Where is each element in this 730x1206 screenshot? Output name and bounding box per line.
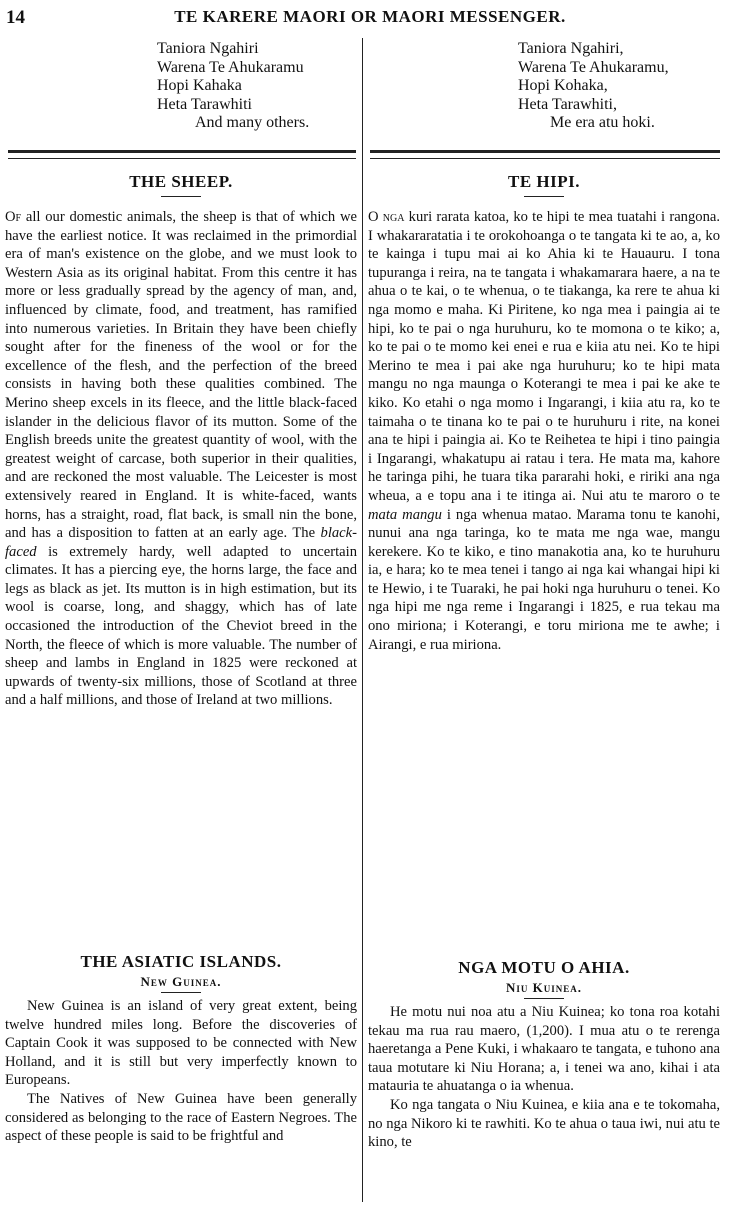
- article-body: [368, 1003, 720, 1152]
- article-text: i nga whenua matao. Marama tonu te kanohi, nunui ana nga taringa, ko te mata me nga wae, mangu kerekere. Ko te kiko, e tino manakotia ana, ko te huruhuru ia, e hara; ko te mea tenei i tango ai nga kai whangai hipi ki te Hewio, i te Tuaraki, he pai hoki nga huruhuru o tenei. Ko nga hipi me nga reme i Ingarangi i 1825, e rua tekau ma ono miriona; i Koterangi, e toru miriona me te awhe; i Airangi, e rua miriona.: [368, 506, 720, 653]
- signatory-name: Heta Tarawhiti,: [518, 95, 617, 113]
- page-header: [0, 4, 730, 28]
- paragraph: New Guinea is an island of very great extent, being twelve hundred miles long. Before the discoveries of Captain Cook it was supposed to be connected with New Holland, and it is still but very imperfectly known to Europeans.: [5, 998, 357, 1089]
- article-title: THE SHEEP.: [129, 172, 233, 191]
- signatories-maori: [368, 40, 730, 133]
- signatory-name: Warena Te Ahukaramu,: [518, 58, 669, 76]
- article-title: TE HIPI.: [507, 172, 581, 191]
- title-underline: [161, 992, 201, 993]
- article-asiatic-islands: [5, 952, 357, 1146]
- article-the-sheep: [5, 172, 357, 710]
- running-title: TE KARERE MAORI OR MAORI MESSENGER.: [174, 7, 566, 26]
- dropcap-word: O nga: [368, 209, 405, 225]
- article-title: NGA MOTU O AHIA.: [458, 958, 630, 977]
- column-divider: [362, 38, 363, 1202]
- article-subtitle: Niu Kuinea.: [505, 980, 582, 995]
- section-rule: [8, 150, 356, 159]
- title-underline: [524, 998, 564, 999]
- paragraph: He motu nui noa atu a Niu Kuinea; ko tona roa kotahi tekau ma rua rau maero, (1,200). I mua atu o te rerenga haeretanga a Pene Kuki, i whakaaro te tangata, e tuhono ana taua motutare ki Niu Horana; a, i tenei wa ano, kihai i ata matauria te ahuatanga o ia whenua.: [368, 1004, 720, 1095]
- paragraph: The Natives of New Guinea have been generally considered as belonging to the race of Eastern Negroes. The aspect of these people is said to be frightful and: [5, 1090, 357, 1145]
- article-nga-motu-o-ahia: [368, 958, 720, 1152]
- article-text: all our domestic animals, the sheep is that of which we have the earliest notice. It was reclaimed in the primordial era of man's existence on the globe, and we must look to Western Asia as its original habitat. From this centre it has more or less gradually spread by the agency of man, and, influenced by climate, food, and treatment, has ramified into numerous varieties. In Britain they have been chiefly sought after for the fineness of the wool or for the excellence of the flesh, and the perfection of the breed consists in having both these qualities combined. The Merino sheep excels in its fleece, and the little black-faced islander in the delicious flavor of its mutton. Some of the English breeds unite the greatest quantity of wool, with the greatest weight of carcase, both superior in their qualities, and are reckoned the most valuable. The Leicester is most extensively reared in England. It is white-faced, wants horns, has a straight, road, flat back, is small nin the bone, and has a disposition to fatten at an early age. The: [5, 209, 357, 542]
- page-number: 14: [6, 7, 25, 28]
- article-te-hipi: [368, 172, 720, 654]
- article-body: [5, 208, 357, 710]
- signatory-name: Warena Te Ahukaramu: [157, 58, 304, 76]
- signatory-name: Taniora Ngahiri: [157, 40, 259, 57]
- article-subtitle: New Guinea.: [140, 974, 222, 989]
- italic-term: mata mangu: [368, 506, 442, 523]
- signatory-name: Heta Tarawhiti: [157, 95, 252, 113]
- italic-term: black-faced: [5, 525, 357, 560]
- signatory-name: Hopi Kahaka: [157, 77, 242, 94]
- signatory-name: Hopi Kohaka,: [518, 77, 608, 94]
- paragraph: Ko nga tangata o Niu Kuinea, e kiia ana e te tokomaha, no nga Nikoro ki te rawhiti. Ko te ahua o taua iwi, nui atu te kino, te: [368, 1096, 720, 1151]
- title-underline: [161, 196, 201, 197]
- article-text: is extremely hardy, well adapted to uncertain climates. It has a piercing eye, the horns large, the face and legs as black as jet. Its mutton is in high estimation, but its wool is coarse, long, and shaggy, which has of late occasioned the introduction of the Cheviot breed in the North, the fleece of which is more valuable. The number of sheep and lambs in England in 1825 were reckoned at upwards of twenty-six millions, those of Scotland at three and a half millions, and those of Ireland at two millions.: [5, 543, 357, 709]
- article-title: THE ASIATIC ISLANDS.: [80, 952, 282, 971]
- signatory-more: Me era atu hoki.: [550, 114, 655, 131]
- article-text: kuri rarata katoa, ko te hipi te mea tuatahi i rangona. I whakararatatia i te orokohoanga o te tangata ki te ao, a, ko te kainga i tupu mai ai ko Ahia ki te Hauauru. I tona tupuranga i reira, na te tangata i whakamarara haere, a na te ahua o te kai, o te whenua, o te tiakanga, ka rere te ahua ki nga momo e maha. Ki Piritene, ko nga mea i paingia ai te hipi, ko te pai o nga huruhuru, ko te momona o te kiko; a, ko te pai o te momo kei enei e rua e kiia atu nei. Ko te hipi Merino te mea i pai ake nga huruhuru; ko te hipi mata mangu no nga maunga o Koterangi te mea i pai ke ake te kiko. Ko etahi o nga momo i Ingarangi, i kiia atu ra, ko te taimaha o te tinana ko te pai o te huruhuru i rite, na konei ana te hipi i paingia ai. Ko te Reihetea te hipi i tino paingia i Ingarangi, whakatupu ai ratau i tera. He mata ma, kahore he taringa pihi, he tuara tika pararahi hoki, e ririki ana nga wheua, a e topu ana i te itinga ai. Nui atu te maroro o te: [368, 209, 720, 504]
- title-underline: [524, 196, 564, 197]
- article-body: [368, 208, 720, 654]
- article-body: [5, 997, 357, 1146]
- section-rule: [370, 150, 720, 159]
- signatory-name: Taniora Ngahiri,: [518, 40, 624, 57]
- signatory-more: And many others.: [195, 114, 310, 131]
- dropcap-word: Of: [5, 209, 22, 225]
